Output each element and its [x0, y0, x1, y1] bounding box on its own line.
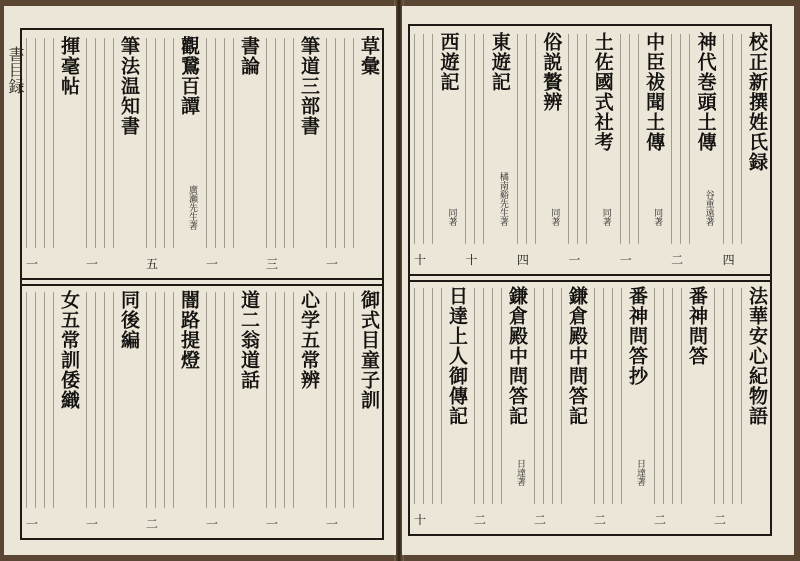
entry-description-text [146, 38, 174, 248]
catalog-entry [710, 280, 770, 534]
entry-volume-count: 一 [26, 517, 39, 531]
entry-description-text [465, 34, 484, 244]
entry-volume-count: 五 [146, 257, 159, 271]
entry-title: 番神問答抄 [626, 286, 648, 386]
entry-author: 同著 [652, 208, 663, 226]
entry-description-text [86, 38, 114, 248]
catalog-entry [410, 280, 470, 534]
catalog-entry [590, 280, 650, 534]
entry-description-text [326, 38, 354, 248]
catalog-entry [513, 26, 564, 274]
entry-volume-count: 二 [146, 517, 159, 531]
catalog-entry [202, 284, 262, 538]
catalog-entry [142, 284, 202, 538]
entry-volume-count: 二 [594, 513, 607, 527]
catalog-entry [82, 30, 142, 278]
entry-description-text [671, 34, 690, 244]
entry-description-text [26, 38, 54, 248]
entry-title: 草彙 [358, 36, 380, 76]
entry-title: 番神問答 [686, 286, 708, 366]
entry-title: 日達上人御傳記 [446, 286, 468, 426]
catalog-entry [82, 284, 142, 538]
entry-description-text [266, 292, 294, 508]
entry-description-text [723, 34, 742, 244]
entry-volume-count: 二 [714, 513, 727, 527]
entry-volume-count: 一 [568, 253, 581, 267]
entry-author: 日達著 [515, 459, 525, 486]
catalog-entry [410, 26, 461, 274]
entry-title: 道二翁道話 [238, 290, 260, 390]
left-page-frame [20, 28, 384, 540]
entry-volume-count: 二 [671, 253, 684, 267]
entry-description-text [266, 38, 294, 248]
entry-title: 校正新撰姓氏録 [746, 32, 768, 172]
entry-title: 西遊記 [437, 32, 460, 92]
entry-author: 同著 [600, 208, 611, 226]
entry-description-text [568, 34, 587, 244]
entry-description-text [654, 288, 682, 504]
entry-volume-count: 一 [26, 257, 39, 271]
catalog-entry [616, 26, 667, 274]
entry-title: 神代巻頭土傳 [694, 32, 717, 152]
entry-title: 同後編 [118, 290, 140, 350]
entry-volume-count: 十 [414, 253, 427, 267]
catalog-entry [667, 26, 718, 274]
catalog-entry [461, 26, 512, 274]
entry-volume-count: 一 [619, 253, 632, 267]
catalog-entry [142, 30, 202, 278]
entry-volume-count: 四 [722, 253, 735, 267]
entry-description-text [517, 34, 536, 244]
entry-volume-count: 四 [516, 253, 529, 267]
catalog-entry [262, 30, 322, 278]
entry-volume-count: 十 [414, 513, 427, 527]
entry-volume-count: 一 [206, 517, 219, 531]
entry-description-text [414, 34, 433, 244]
entry-volume-count: 一 [326, 517, 339, 531]
catalog-entry [322, 30, 382, 278]
entry-volume-count: 三 [266, 257, 279, 271]
catalog-entry [322, 284, 382, 538]
entry-volume-count: 一 [86, 257, 99, 271]
entry-author: 廣瀬先生著 [187, 185, 197, 230]
entry-title: 御式目童子訓 [358, 290, 380, 410]
catalog-entry [530, 280, 590, 534]
entry-volume-count: 一 [326, 257, 339, 271]
entry-description-text [146, 292, 174, 508]
right-top-row [410, 26, 770, 274]
entry-description-text [474, 288, 502, 504]
entry-volume-count: 一 [266, 517, 279, 531]
left-page [4, 6, 396, 555]
entry-description-text [714, 288, 742, 504]
entry-title: 土佐國式社考 [591, 32, 614, 152]
entry-title: 女五常訓倭織 [58, 290, 80, 410]
catalog-entry [22, 30, 82, 278]
entry-author: 同著 [446, 208, 457, 226]
catalog-entry [202, 30, 262, 278]
left-bottom-row [22, 284, 382, 538]
entry-description-text [534, 288, 562, 504]
catalog-entry [470, 280, 530, 534]
right-page [402, 6, 794, 555]
entry-volume-count: 一 [206, 257, 219, 271]
entry-author: 谷重遠著 [703, 190, 714, 226]
entry-author: 日達著 [635, 459, 645, 486]
entry-description-text [326, 292, 354, 508]
entry-title: 鎌倉殿中問答記 [506, 286, 528, 426]
entry-author: 同著 [549, 208, 560, 226]
entry-title: 俗説贅辨 [540, 32, 563, 112]
entry-title: 法華安心紀物語 [746, 286, 768, 426]
entry-volume-count: 二 [654, 513, 667, 527]
catalog-entry [650, 280, 710, 534]
entry-volume-count: 二 [534, 513, 547, 527]
entry-title: 書論 [238, 36, 260, 76]
entry-title: 闇路提燈 [178, 290, 200, 370]
entry-author: 橘南谿先生著 [497, 172, 508, 226]
entry-volume-count: 二 [474, 513, 487, 527]
entry-title: 鎌倉殿中問答記 [566, 286, 588, 426]
entry-title: 東遊記 [488, 32, 511, 92]
entry-description-text [414, 288, 442, 504]
entry-title: 中臣祓聞土傳 [643, 32, 666, 152]
entry-title: 揮毫帖 [58, 36, 80, 96]
entry-title: 觀鵞百譚 [178, 36, 200, 116]
entry-volume-count: 十 [465, 253, 478, 267]
entry-title: 心学五常辨 [298, 290, 320, 390]
right-bottom-row [410, 280, 770, 534]
entry-title: 筆法温知書 [118, 36, 140, 136]
entry-description-text [86, 292, 114, 508]
page-edge-label: 書目録 [6, 46, 25, 94]
entry-description-text [26, 292, 54, 508]
entry-volume-count: 一 [86, 517, 99, 531]
catalog-entry [262, 284, 322, 538]
entry-title: 筆道三部書 [298, 36, 320, 136]
entry-description-text [594, 288, 622, 504]
catalog-entry [564, 26, 615, 274]
left-top-row [22, 30, 382, 278]
right-page-frame [408, 24, 772, 536]
entry-description-text [206, 292, 234, 508]
catalog-entry [719, 26, 770, 274]
entry-description-text [620, 34, 639, 244]
catalog-entry [22, 284, 82, 538]
entry-description-text [206, 38, 234, 248]
